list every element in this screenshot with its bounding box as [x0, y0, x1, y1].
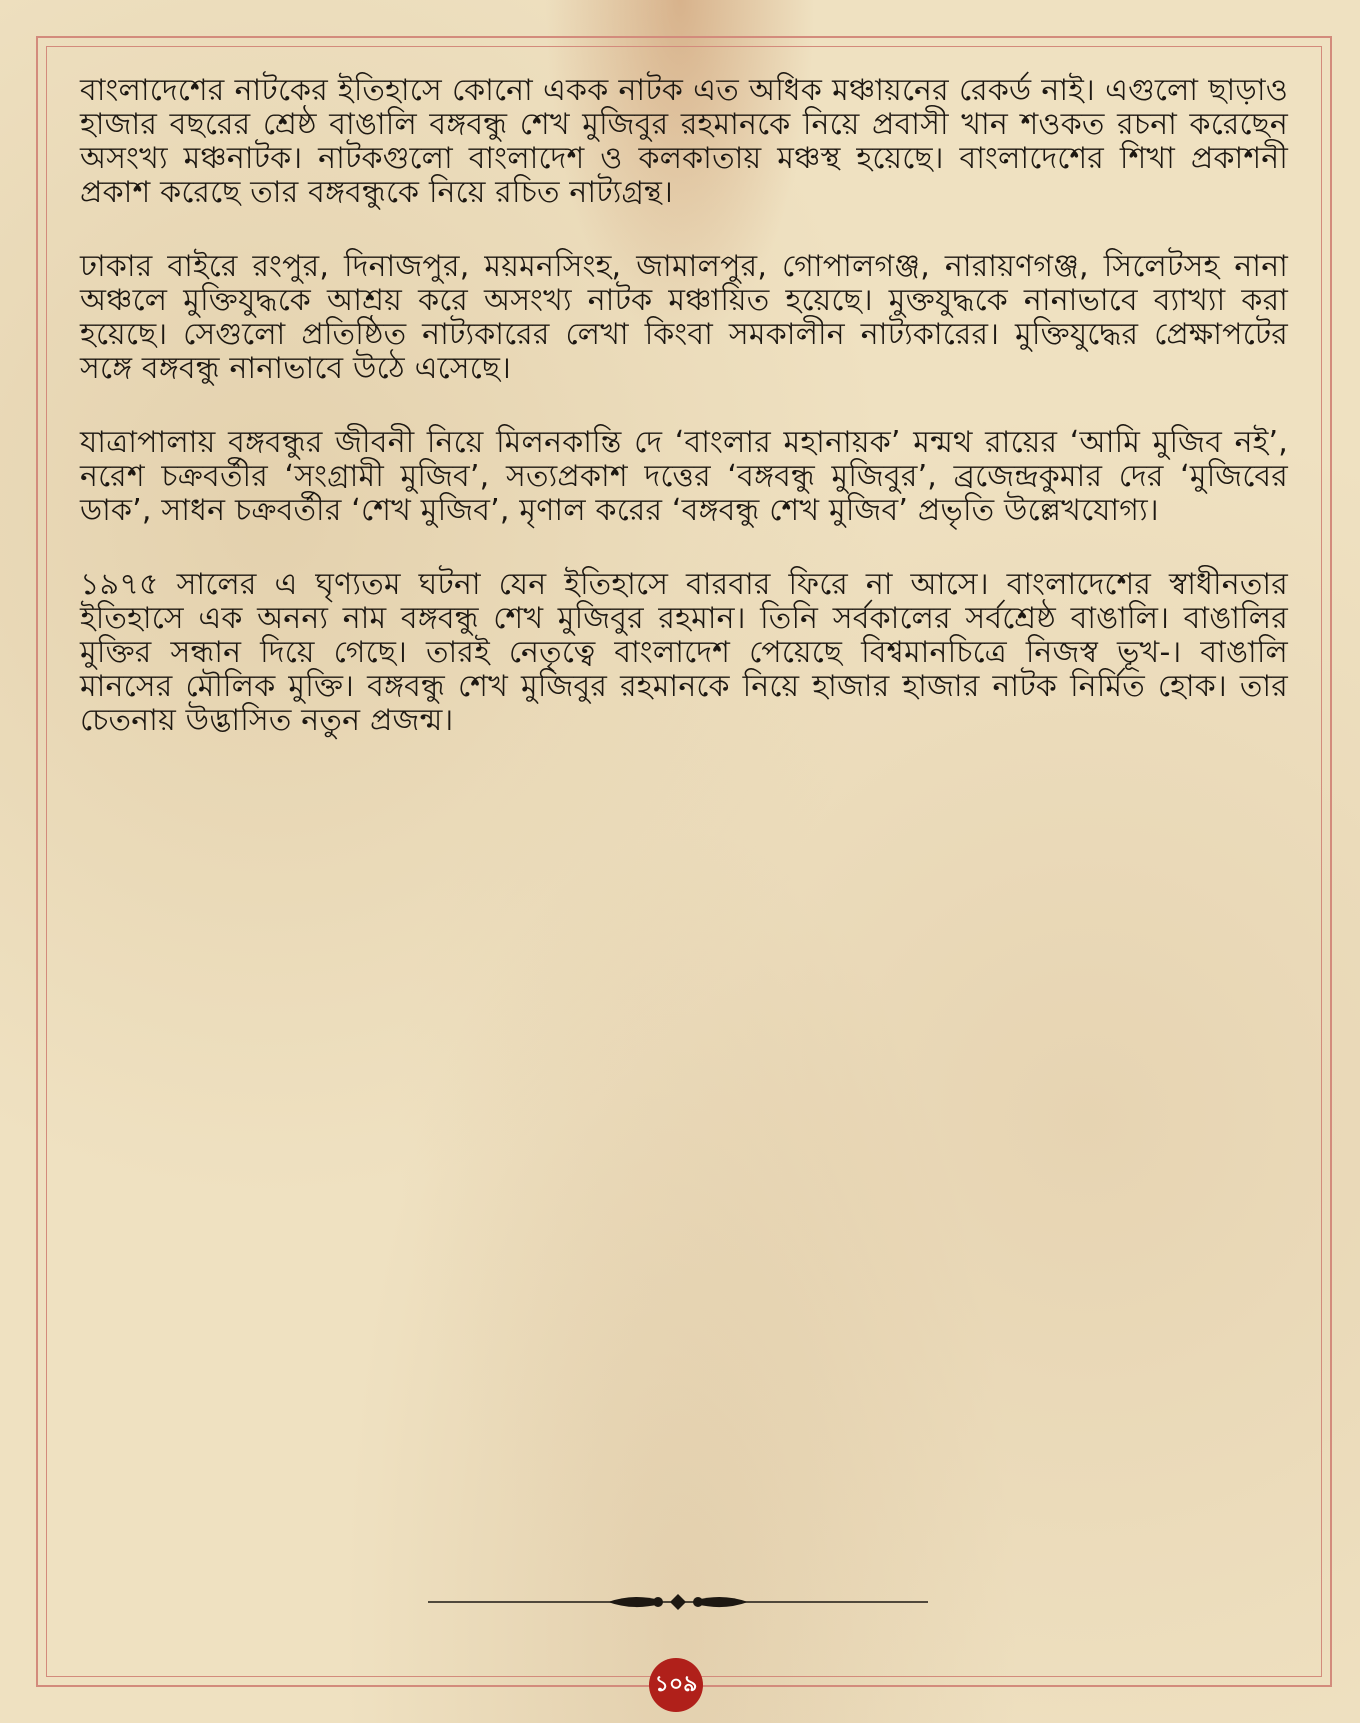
- paragraph: ১৯৭৫ সালের এ ঘৃণ্যতম ঘটনা যেন ইতিহাসে বারবার ফিরে না আসে। বাংলাদেশের স্বাধীনতার ইতিহাসে এক অনন্য নাম বঙ্গবন্ধু শেখ মুজিবুর রহমান। তিনি সর্বকালের সর্বশ্রেষ্ঠ বাঙালি। বাঙালির মুক্তির সন্ধান দিয়ে গেছে। তারই নেতৃত্বে বাংলাদেশ পেয়েছে বিশ্বমানচিত্রে নিজস্ব ভূখ-। বাঙালি মানসের মৌলিক মুক্তি। বঙ্গবন্ধু শেখ মুজিবুর রহমানকে নিয়ে হাজার হাজার নাটক নির্মিত হোক। তার চেতনায় উদ্ভাসিত নতুন প্রজন্ম।: [80, 567, 1288, 738]
- paragraph: বাংলাদেশের নাটকের ইতিহাসে কোনো একক নাটক এত অধিক মঞ্চায়নের রেকর্ড নাই। এগুলো ছাড়াও হাজার বছরের শ্রেষ্ঠ বাঙালি বঙ্গবন্ধু শেখ মুজিবুর রহমানকে নিয়ে প্রবাসী খান শওকত রচনা করেছেন অসংখ্য মঞ্চনাটক। নাটকগুলো বাংলাদেশ ও কলকাতায় মঞ্চস্থ হয়েছে। বাংলাদেশের শিখা প্রকাশনী প্রকাশ করেছে তার বঙ্গবন্ধুকে নিয়ে রচিত নাট্যগ্রন্থ।: [80, 73, 1288, 210]
- paragraph: ঢাকার বাইরে রংপুর, দিনাজপুর, ময়মনসিংহ, জামালপুর, গোপালগঞ্জ, নারায়ণগঞ্জ, সিলেটসহ নানা অঞ্চলে মুক্তিযুদ্ধকে আশ্রয় করে অসংখ্য নাটক মঞ্চায়িত হয়েছে। মুক্তযুদ্ধকে নানাভাবে ব্যাখ্যা করা হয়েছে। সেগুলো প্রতিষ্ঠিত নাট্যকারের লেখা কিংবা সমকালীন নাট্যকারের। মুক্তিযুদ্ধের প্রেক্ষাপটের সঙ্গে বঙ্গবন্ধু নানাভাবে উঠে এসেছে।: [80, 249, 1288, 386]
- page-body: [80, 74, 1288, 778]
- paragraph: যাত্রাপালায় বঙ্গবন্ধুর জীবনী নিয়ে মিলনকান্তি দে ‘বাংলার মহানায়ক’ মন্মথ রায়ের ‘আমি মুজিব নই’, নরেশ চক্রবর্তীর ‘সংগ্রামী মুজিব’, সত্যপ্রকাশ দত্তের ‘বঙ্গবন্ধু মুজিবুর’, ব্রজেন্দ্রকুমার দের ‘মুজিবের ডাক’, সাধন চক্রবর্তীর ‘শেখ মুজিব’, মৃণাল করের ‘বঙ্গবন্ধু শেখ মুজিব’ প্রভৃতি উল্লেখযোগ্য।: [80, 425, 1288, 528]
- page-number-badge: [649, 1658, 703, 1712]
- ornamental-divider-icon: [428, 1589, 928, 1615]
- page-number: ১০৯: [654, 1671, 698, 1697]
